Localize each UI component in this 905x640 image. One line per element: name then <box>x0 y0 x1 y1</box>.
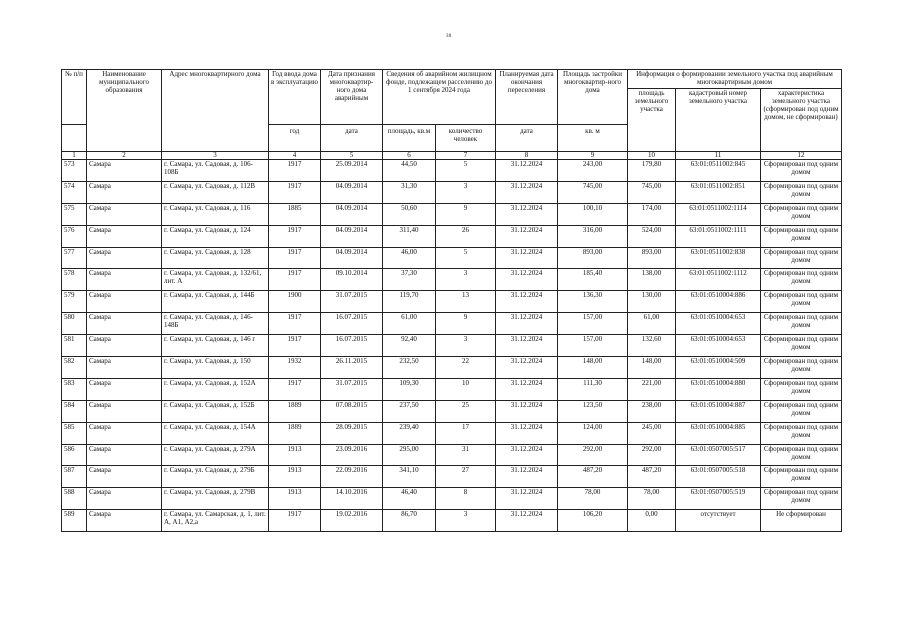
build-area-cell: 316,00 <box>558 225 628 247</box>
planned-date-cell: 31.12.2024 <box>496 203 558 225</box>
cadastral-cell: 63:01:0511002:838 <box>676 247 761 269</box>
cadastral-cell: 63:01:0507005:519 <box>676 488 761 510</box>
row-number: 586 <box>62 444 87 466</box>
unit-year: год <box>269 125 321 152</box>
planned-date-cell: 31.12.2024 <box>496 247 558 269</box>
year-cell: 1917 <box>269 160 321 182</box>
address-cell: г. Самара, ул. Садовая, д. 116 <box>162 203 269 225</box>
row-number: 589 <box>62 510 87 532</box>
municipality-cell: Самара <box>87 160 162 182</box>
area-cell: 295,00 <box>383 444 436 466</box>
header-characteristic: характеристика земельного участка (сформирован под одним домом, не сформирован) <box>761 89 842 152</box>
status-cell: Сформирован под одним домом <box>761 444 842 466</box>
row-number: 575 <box>62 203 87 225</box>
municipality-cell: Самара <box>87 466 162 488</box>
land-area-cell: 78,00 <box>628 488 676 510</box>
row-number: 573 <box>62 160 87 182</box>
address-cell: г. Самара, ул. Садовая, д. 154А <box>162 422 269 444</box>
people-cell: 5 <box>436 247 496 269</box>
cadastral-cell: 63:01:0511002:1112 <box>676 269 761 291</box>
address-cell: г. Самара, ул. Садовая, д. 279В <box>162 488 269 510</box>
recognition-date-cell: 04.09.2014 <box>321 203 383 225</box>
column-number: 1 <box>62 152 87 160</box>
year-cell: 1913 <box>269 488 321 510</box>
row-number: 577 <box>62 247 87 269</box>
municipality-cell: Самара <box>87 444 162 466</box>
planned-date-cell: 31.12.2024 <box>496 225 558 247</box>
municipality-cell: Самара <box>87 422 162 444</box>
land-area-cell: 130,00 <box>628 291 676 313</box>
planned-date-cell: 31.12.2024 <box>496 160 558 182</box>
build-area-cell: 157,00 <box>558 313 628 335</box>
table-row <box>62 269 842 291</box>
table-body <box>62 160 842 532</box>
municipality-cell: Самара <box>87 225 162 247</box>
build-area-cell: 136,30 <box>558 291 628 313</box>
unit-planned-date: дата <box>496 125 558 152</box>
cadastral-cell: 63:01:0510004:653 <box>676 313 761 335</box>
people-cell: 9 <box>436 313 496 335</box>
header-build-area: Площадь застройки многоквартир-ного дома <box>558 70 628 125</box>
municipality-cell: Самара <box>87 378 162 400</box>
header-emergency-fund: Сведения об аварийном жилищном фонде, подлежащем расселению до 1 сентября 2024 года <box>383 70 496 125</box>
year-cell: 1917 <box>269 181 321 203</box>
header-cadastral: кадастровый номер земельного участка <box>676 89 761 152</box>
area-cell: 92,40 <box>383 335 436 357</box>
recognition-date-cell: 31.07.2015 <box>321 378 383 400</box>
status-cell: Сформирован под одним домом <box>761 313 842 335</box>
unit-area: площадь, кв.м <box>383 125 436 152</box>
address-cell: г. Самара, ул. Садовая, д. 279А <box>162 444 269 466</box>
status-cell: Не сформирован <box>761 510 842 532</box>
cadastral-cell: 63:01:0507005:518 <box>676 466 761 488</box>
row-number: 585 <box>62 422 87 444</box>
planned-date-cell: 31.12.2024 <box>496 313 558 335</box>
header-no: № п/п <box>62 70 87 125</box>
land-area-cell: 174,00 <box>628 203 676 225</box>
area-cell: 109,30 <box>383 378 436 400</box>
recognition-date-cell: 16.07.2015 <box>321 313 383 335</box>
recognition-date-cell: 23.09.2016 <box>321 444 383 466</box>
column-number: 4 <box>269 152 321 160</box>
column-number: 2 <box>87 152 162 160</box>
recognition-date-cell: 16.07.2015 <box>321 335 383 357</box>
row-number: 583 <box>62 378 87 400</box>
land-area-cell: 148,00 <box>628 357 676 379</box>
land-area-cell: 238,00 <box>628 400 676 422</box>
header-recognition-date: Дата признания многоквартир-ного дома аварийным <box>321 70 383 125</box>
status-cell: Сформирован под одним домом <box>761 378 842 400</box>
land-area-cell: 221,00 <box>628 378 676 400</box>
area-cell: 61,00 <box>383 313 436 335</box>
unit-people: количество человек <box>436 125 496 152</box>
year-cell: 1917 <box>269 247 321 269</box>
cadastral-cell: 63:01:0511002:1114 <box>676 203 761 225</box>
address-cell: г. Самара, ул. Садовая, д. 146-148Б <box>162 313 269 335</box>
unit-no-empty <box>62 125 87 152</box>
people-cell: 31 <box>436 444 496 466</box>
header-planned-date: Планируемая дата окончания переселения <box>496 70 558 125</box>
status-cell: Сформирован под одним домом <box>761 488 842 510</box>
year-cell: 1913 <box>269 466 321 488</box>
recognition-date-cell: 07.08.2015 <box>321 400 383 422</box>
address-cell: г. Самара, ул. Садовая, д. 124 <box>162 225 269 247</box>
people-cell: 5 <box>436 160 496 182</box>
table-row <box>62 466 842 488</box>
area-cell: 341,10 <box>383 466 436 488</box>
cadastral-cell: 63:01:0510004:885 <box>676 422 761 444</box>
emergency-housing-table <box>61 69 842 532</box>
unit-date: дата <box>321 125 383 152</box>
recognition-date-cell: 04.09.2014 <box>321 181 383 203</box>
table-row <box>62 203 842 225</box>
municipality-cell: Самара <box>87 203 162 225</box>
area-cell: 232,50 <box>383 357 436 379</box>
municipality-cell: Самара <box>87 400 162 422</box>
build-area-cell: 157,00 <box>558 335 628 357</box>
land-area-cell: 487,20 <box>628 466 676 488</box>
planned-date-cell: 31.12.2024 <box>496 444 558 466</box>
year-cell: 1913 <box>269 444 321 466</box>
table-row <box>62 247 842 269</box>
municipality-cell: Самара <box>87 291 162 313</box>
column-number: 9 <box>558 152 628 160</box>
municipality-cell: Самара <box>87 269 162 291</box>
status-cell: Сформирован под одним домом <box>761 422 842 444</box>
table-row <box>62 422 842 444</box>
status-cell: Сформирован под одним домом <box>761 335 842 357</box>
build-area-cell: 78,00 <box>558 488 628 510</box>
year-cell: 1917 <box>269 510 321 532</box>
people-cell: 3 <box>436 269 496 291</box>
column-number: 10 <box>628 152 676 160</box>
municipality-cell: Самара <box>87 181 162 203</box>
status-cell: Сформирован под одним домом <box>761 225 842 247</box>
land-area-cell: 132,60 <box>628 335 676 357</box>
cadastral-cell: 63:01:0510004:653 <box>676 335 761 357</box>
land-area-cell: 292,00 <box>628 444 676 466</box>
column-number: 7 <box>436 152 496 160</box>
unit-build-area: кв. м <box>558 125 628 152</box>
land-area-cell: 61,00 <box>628 313 676 335</box>
status-cell: Сформирован под одним домом <box>761 203 842 225</box>
table-row <box>62 181 842 203</box>
people-cell: 3 <box>436 335 496 357</box>
recognition-date-cell: 31.07.2015 <box>321 291 383 313</box>
area-cell: 237,50 <box>383 400 436 422</box>
build-area-cell: 243,00 <box>558 160 628 182</box>
address-cell: г. Самара, ул. Садовая, д. 279Б <box>162 466 269 488</box>
people-cell: 27 <box>436 466 496 488</box>
column-number: 6 <box>383 152 436 160</box>
table-row <box>62 313 842 335</box>
build-area-cell: 893,00 <box>558 247 628 269</box>
header-year: Год ввода дома в эксплуатацию <box>269 70 321 125</box>
people-cell: 3 <box>436 510 496 532</box>
year-cell: 1917 <box>269 269 321 291</box>
recognition-date-cell: 04.09.2014 <box>321 247 383 269</box>
build-area-cell: 148,00 <box>558 357 628 379</box>
row-number: 578 <box>62 269 87 291</box>
build-area-cell: 745,00 <box>558 181 628 203</box>
build-area-cell: 124,00 <box>558 422 628 444</box>
people-cell: 10 <box>436 378 496 400</box>
land-area-cell: 524,00 <box>628 225 676 247</box>
area-cell: 50,60 <box>383 203 436 225</box>
year-cell: 1885 <box>269 203 321 225</box>
year-cell: 1889 <box>269 400 321 422</box>
recognition-date-cell: 19.02.2016 <box>321 510 383 532</box>
cadastral-cell: 63:01:0507005:517 <box>676 444 761 466</box>
recognition-date-cell: 04.09.2014 <box>321 225 383 247</box>
year-cell: 1932 <box>269 357 321 379</box>
planned-date-cell: 31.12.2024 <box>496 181 558 203</box>
column-number: 12 <box>761 152 842 160</box>
recognition-date-cell: 09.10.2014 <box>321 269 383 291</box>
recognition-date-cell: 14.10.2016 <box>321 488 383 510</box>
status-cell: Сформирован под одним домом <box>761 269 842 291</box>
area-cell: 239,40 <box>383 422 436 444</box>
status-cell: Сформирован под одним домом <box>761 357 842 379</box>
row-number: 579 <box>62 291 87 313</box>
address-cell: г. Самара, ул. Садовая, д. 112В <box>162 181 269 203</box>
column-numbers-row <box>62 152 842 160</box>
row-number: 582 <box>62 357 87 379</box>
planned-date-cell: 31.12.2024 <box>496 335 558 357</box>
address-cell: г. Самара, ул. Садовая, д. 144Б <box>162 291 269 313</box>
table-row <box>62 400 842 422</box>
status-cell: Сформирован под одним домом <box>761 247 842 269</box>
cadastral-cell: 63:01:0511002:851 <box>676 181 761 203</box>
area-cell: 119,70 <box>383 291 436 313</box>
address-cell: г. Самара, ул. Садовая, д. 128 <box>162 247 269 269</box>
build-area-cell: 100,10 <box>558 203 628 225</box>
build-area-cell: 292,00 <box>558 444 628 466</box>
table-row <box>62 488 842 510</box>
cadastral-cell: 63:01:0510004:887 <box>676 400 761 422</box>
row-number: 581 <box>62 335 87 357</box>
area-cell: 37,30 <box>383 269 436 291</box>
row-number: 587 <box>62 466 87 488</box>
land-area-cell: 893,00 <box>628 247 676 269</box>
year-cell: 1900 <box>269 291 321 313</box>
planned-date-cell: 31.12.2024 <box>496 378 558 400</box>
column-number: 3 <box>162 152 269 160</box>
address-cell: г. Самара, ул. Садовая, д. 150 <box>162 357 269 379</box>
build-area-cell: 487,20 <box>558 466 628 488</box>
land-area-cell: 179,80 <box>628 160 676 182</box>
people-cell: 9 <box>436 203 496 225</box>
municipality-cell: Самара <box>87 247 162 269</box>
row-number: 588 <box>62 488 87 510</box>
municipality-cell: Самара <box>87 488 162 510</box>
status-cell: Сформирован под одним домом <box>761 160 842 182</box>
row-number: 576 <box>62 225 87 247</box>
cadastral-cell: 63:01:0510004:509 <box>676 357 761 379</box>
municipality-cell: Самара <box>87 335 162 357</box>
table-row <box>62 335 842 357</box>
planned-date-cell: 31.12.2024 <box>496 510 558 532</box>
people-cell: 3 <box>436 181 496 203</box>
area-cell: 86,70 <box>383 510 436 532</box>
header-land-area: площадь земельного участка <box>628 89 676 152</box>
year-cell: 1917 <box>269 313 321 335</box>
people-cell: 17 <box>436 422 496 444</box>
people-cell: 8 <box>436 488 496 510</box>
cadastral-cell: отсутствует <box>676 510 761 532</box>
municipality-cell: Самара <box>87 313 162 335</box>
build-area-cell: 111,30 <box>558 378 628 400</box>
municipality-cell: Самара <box>87 510 162 532</box>
header-municipality: Наименование муниципального образования <box>87 70 162 152</box>
status-cell: Сформирован под одним домом <box>761 181 842 203</box>
cadastral-cell: 63:01:0511002:845 <box>676 160 761 182</box>
column-number: 8 <box>496 152 558 160</box>
area-cell: 46,00 <box>383 247 436 269</box>
address-cell: г. Самара, ул. Садовая, д. 146 г <box>162 335 269 357</box>
planned-date-cell: 31.12.2024 <box>496 488 558 510</box>
build-area-cell: 185,40 <box>558 269 628 291</box>
recognition-date-cell: 25.09.2014 <box>321 160 383 182</box>
people-cell: 25 <box>436 400 496 422</box>
planned-date-cell: 31.12.2024 <box>496 269 558 291</box>
year-cell: 1917 <box>269 378 321 400</box>
area-cell: 46,40 <box>383 488 436 510</box>
people-cell: 22 <box>436 357 496 379</box>
land-area-cell: 245,00 <box>628 422 676 444</box>
cadastral-cell: 63:01:0510004:880 <box>676 378 761 400</box>
people-cell: 13 <box>436 291 496 313</box>
address-cell: г. Самара, ул. Садовая, д. 132/61, лит. А <box>162 269 269 291</box>
area-cell: 311,40 <box>383 225 436 247</box>
year-cell: 1889 <box>269 422 321 444</box>
recognition-date-cell: 22.09.2016 <box>321 466 383 488</box>
table-row <box>62 357 842 379</box>
planned-date-cell: 31.12.2024 <box>496 422 558 444</box>
municipality-cell: Самара <box>87 357 162 379</box>
row-number: 574 <box>62 181 87 203</box>
planned-date-cell: 31.12.2024 <box>496 291 558 313</box>
cadastral-cell: 63:01:0510004:886 <box>676 291 761 313</box>
page-number: 30 <box>446 34 452 39</box>
recognition-date-cell: 26.11.2015 <box>321 357 383 379</box>
table-row <box>62 378 842 400</box>
planned-date-cell: 31.12.2024 <box>496 466 558 488</box>
build-area-cell: 123,50 <box>558 400 628 422</box>
address-cell: г. Самара, ул. Самарская, д. 1, лит. А, А1, А2,а <box>162 510 269 532</box>
row-number: 580 <box>62 313 87 335</box>
recognition-date-cell: 28.09.2015 <box>321 422 383 444</box>
status-cell: Сформирован под одним домом <box>761 291 842 313</box>
column-number: 11 <box>676 152 761 160</box>
year-cell: 1917 <box>269 335 321 357</box>
people-cell: 26 <box>436 225 496 247</box>
year-cell: 1917 <box>269 225 321 247</box>
land-area-cell: 745,00 <box>628 181 676 203</box>
planned-date-cell: 31.12.2024 <box>496 400 558 422</box>
address-cell: г. Самара, ул. Садовая, д. 152Б <box>162 400 269 422</box>
cadastral-cell: 63:01:0511002:1111 <box>676 225 761 247</box>
table-row <box>62 444 842 466</box>
table-row <box>62 225 842 247</box>
status-cell: Сформирован под одним домом <box>761 400 842 422</box>
row-number: 584 <box>62 400 87 422</box>
table-header <box>62 70 842 160</box>
column-number: 5 <box>321 152 383 160</box>
address-cell: г. Самара, ул. Садовая, д. 152А <box>162 378 269 400</box>
planned-date-cell: 31.12.2024 <box>496 357 558 379</box>
land-area-cell: 0,00 <box>628 510 676 532</box>
status-cell: Сформирован под одним домом <box>761 466 842 488</box>
table-row <box>62 291 842 313</box>
address-cell: г. Самара, ул. Садовая, д. 106-108Б <box>162 160 269 182</box>
build-area-cell: 106,20 <box>558 510 628 532</box>
area-cell: 31,30 <box>383 181 436 203</box>
table-row <box>62 160 842 182</box>
land-area-cell: 138,00 <box>628 269 676 291</box>
table-row <box>62 510 842 532</box>
header-land-info: Информация о формировании земельного участка под аварийным многоквартирным домом <box>628 70 842 89</box>
area-cell: 44,50 <box>383 160 436 182</box>
header-address: Адрес многоквартирного дома <box>162 70 269 152</box>
